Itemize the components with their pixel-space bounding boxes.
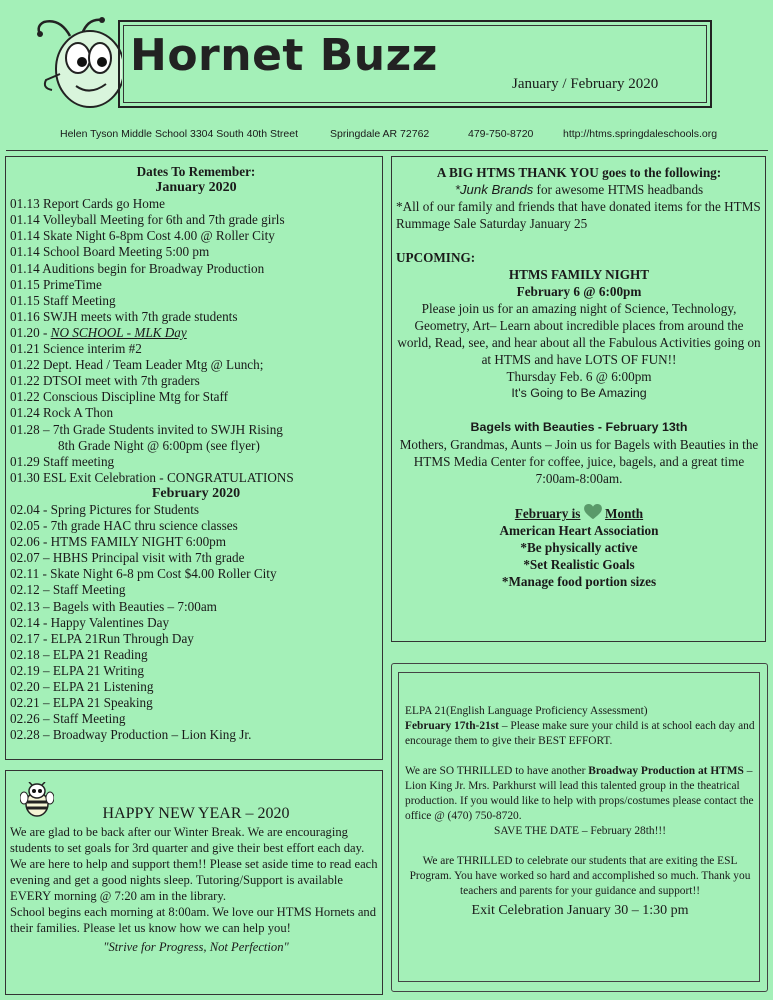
broadway-pre: We are SO THRILLED to have another	[405, 765, 589, 777]
list-item: 02.13 – Bagels with Beauties – 7:00am	[10, 598, 217, 614]
january-list-2	[10, 341, 382, 438]
school-address: 3304 South 40th Street	[190, 128, 298, 140]
list-item: 02.21 – ELPA 21 Speaking	[10, 695, 153, 711]
thanks-and-upcoming	[396, 164, 762, 590]
heart-org: American Heart Association	[499, 523, 659, 538]
list-item: 01.21 Science interim #2	[10, 341, 142, 357]
heart-icon	[584, 504, 602, 520]
list-item: 01.24 Rock A Thon	[10, 405, 114, 421]
heart-month-pre: February is	[514, 506, 581, 521]
list-item: 01.29 Staff meeting	[10, 453, 115, 469]
family-night-title: HTMS FAMILY NIGHT	[508, 267, 650, 282]
family-night-desc: Please join us for an amazing night of Science, Technology, Geometry, Art– Learn about incredible places from around the world, Read, see, and hear about all the Fabulous Activities going on at HTMS and have LOTS OF FUN!!	[397, 301, 761, 367]
january-heading: January 2020	[155, 180, 237, 196]
family-night-date: February 6 @ 6:00pm	[516, 284, 642, 299]
list-item: 02.05 - 7th grade HAC thru science classes	[10, 518, 238, 534]
school-url[interactable]: http://htms.springdaleschools.org	[563, 128, 718, 140]
esl-celebration-text: We are THRILLED to celebrate our students that are exiting the ESL Program. You have worked so hard and accomplished so much. Thank you teachers and parents for your guidance and support!!	[409, 855, 751, 897]
junk-brands-text: for awesome HTMS headbands	[533, 182, 704, 197]
heart-month-post: Month	[605, 506, 644, 521]
list-item: 02.12 – Staff Meeting	[10, 582, 126, 598]
upcoming-label: UPCOMING:	[396, 250, 476, 265]
family-night-when: Thursday Feb. 6 @ 6:00pm	[506, 369, 652, 384]
list-item: 01.20 - NO SCHOOL - MLK Day	[10, 324, 187, 340]
list-item: 01.22 DTSOI meet with 7th graders	[10, 373, 200, 389]
list-item: 01.15 PrimeTime	[10, 276, 102, 292]
list-item: 02.07 – HBHS Principal visit with 7th grade	[10, 550, 245, 566]
elpa-info	[405, 704, 755, 918]
list-item: 01.14 School Board Meeting 5:00 pm	[10, 244, 210, 260]
list-item: *Manage food portion sizes	[501, 574, 657, 589]
list-item: 02.19 – ELPA 21 Writing	[10, 662, 144, 678]
new-year-para1: We are glad to be back after our Winter Break. We are encouraging students to set goals for 3rd quarter and give their best effort each day. We are here to help and support them!! Please set aside time to read each evening and get a good nights sleep. Tutoring/Support is available EVERY morning @ 7:20 am in the library.	[10, 825, 378, 903]
bagels-desc: Mothers, Grandmas, Aunts – Join us for Bagels with Beauties in the HTMS Media Center for coffee, juice, bagels, and a great time	[399, 437, 759, 469]
bagels-title: Bagels with Beauties - February 13th	[470, 420, 688, 434]
thanks-heading: A BIG HTMS THANK YOU goes to the following:	[436, 165, 722, 180]
list-item: 01.22 Conscious Discipline Mtg for Staff	[10, 389, 229, 405]
issue-date: January / February 2020	[512, 76, 659, 92]
heart-tips	[396, 539, 762, 590]
list-item: 02.28 – Broadway Production – Lion King Jr.	[10, 727, 252, 743]
bagels-time: 7:00am-8:00am.	[535, 471, 623, 486]
february-list	[10, 502, 382, 743]
list-item: 01.15 Staff Meeting	[10, 292, 116, 308]
list-item: 01.30 ESL Exit Celebration - CONGRATULATIONS	[10, 469, 294, 485]
list-item: 01.28 – 7th Grade Students invited to SWJH Rising	[10, 421, 283, 437]
motto: "Strive for Progress, Not Perfection"	[103, 940, 289, 954]
rummage-thanks: *All of our family and friends that have donated items for the HTMS Rummage Sale Saturday January 25	[396, 199, 761, 231]
list-item: 01.14 Skate Night 6-8pm Cost 4.00 @ Roller City	[10, 228, 275, 244]
list-item: 01.14 Volleyball Meeting for 6th and 7th grade girls	[10, 212, 285, 228]
school-city: Springdale AR 72762	[330, 128, 430, 140]
list-item: 01.14 Auditions begin for Broadway Production	[10, 260, 265, 276]
dates-heading: Dates To Remember:	[136, 164, 256, 179]
school-info-line	[0, 128, 773, 144]
list-item: 01.13 Report Cards go Home	[10, 196, 165, 212]
broadway-title: Broadway Production at HTMS	[588, 765, 744, 777]
new-year-title: HAPPY NEW YEAR – 2020	[102, 805, 290, 822]
list-item: 02.04 - Spring Pictures for Students	[10, 501, 200, 517]
junk-brands: *Junk Brands	[454, 182, 534, 197]
list-item: 02.06 - HTMS FAMILY NIGHT 6:00pm	[10, 534, 227, 550]
new-year-para2: School begins each morning at 8:00am. We love our HTMS Hornets and their families. Please let us know how we can help you!	[10, 905, 377, 935]
list-item: *Set Realistic Goals	[523, 557, 635, 572]
newsletter-title: Hornet Buzz	[130, 30, 438, 81]
january-list-1	[10, 196, 382, 325]
new-year-message	[10, 806, 382, 955]
list-item: 01.22 Dept. Head / Team Leader Mtg @ Lunch;	[10, 357, 264, 373]
elpa-dates-text: – Please make sure your child is at school each day and encourage them to give their BEST EFFORT.	[405, 720, 755, 747]
list-item: 02.17 - ELPA 21Run Through Day	[10, 630, 194, 646]
dates-to-remember	[10, 164, 382, 743]
exit-celebration: Exit Celebration January 30 – 1:30 pm	[471, 903, 689, 918]
heart-month-line	[396, 504, 762, 522]
list-item: 01.16 SWJH meets with 7th grade students	[10, 308, 238, 324]
elpa-intro: ELPA 21(English Language Proficiency Assessment)	[405, 705, 648, 717]
family-night-tag: It's Going to Be Amazing	[511, 386, 647, 400]
list-item: 02.11 - Skate Night 6-8 pm Cost $4.00 Roller City	[10, 566, 277, 582]
school-name: Helen Tyson Middle School	[60, 128, 188, 140]
list-item: 02.14 - Happy Valentines Day	[10, 614, 170, 630]
save-the-date: SAVE THE DATE – February 28th!!!	[494, 825, 666, 837]
hornet-mascot-icon	[30, 14, 122, 114]
february-heading: February 2020	[151, 485, 241, 501]
list-item: 02.20 – ELPA 21 Listening	[10, 679, 154, 694]
list-item: *Be physically active	[520, 540, 638, 555]
header-divider	[6, 150, 768, 151]
list-item: 02.26 – Staff Meeting	[10, 711, 126, 727]
elpa-dates: February 17th-21st	[405, 720, 499, 732]
list-item: 02.18 – ELPA 21 Reading	[10, 646, 148, 662]
january-list-3	[10, 454, 382, 486]
school-phone: 479-750-8720	[468, 128, 534, 140]
no-school-note: NO SCHOOL - MLK Day	[50, 324, 187, 340]
broadway-text: – Lion King Jr. Mrs. Parkhurst will lead this talented group in the theatrical production. If you would like to help with props/costumes please contact the office @ (470) 750-8720.	[405, 765, 754, 822]
list-item-continuation: 8th Grade Night @ 6:00pm (see flyer)	[58, 437, 260, 453]
